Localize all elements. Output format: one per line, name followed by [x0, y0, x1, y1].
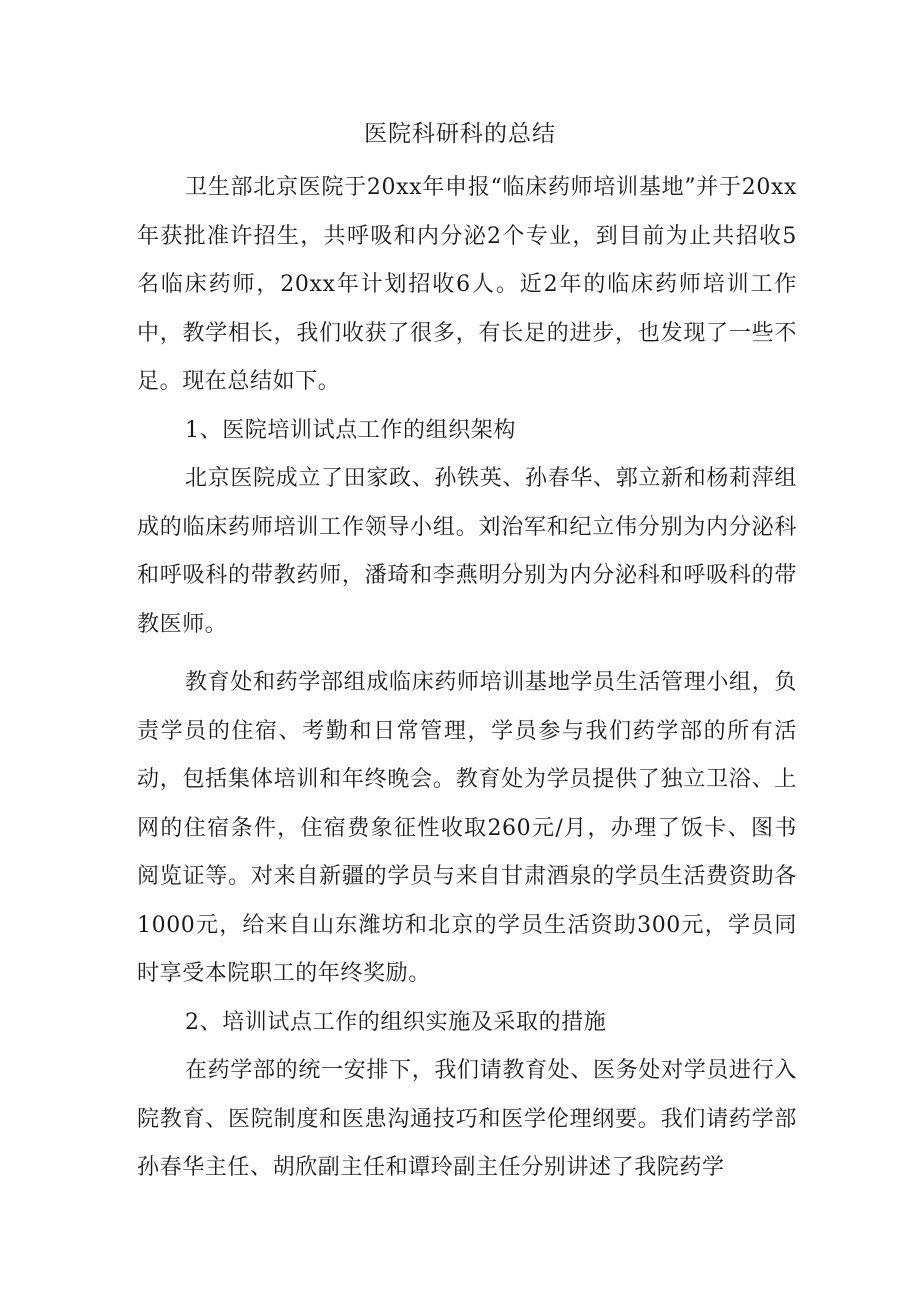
document-body — [137, 164, 797, 1193]
paragraph-implementation: 在药学部的统一安排下，我们请教育处、医务处对学员进行入院教育、医院制度和医患沟通技巧和医学伦理纲要。我们请药学部孙春华主任、胡欣副主任和谭玲副主任分别讲述了我院药学 — [137, 1058, 797, 1180]
section-heading-1: 1、医院培训试点工作的组织架构 — [185, 417, 516, 443]
paragraph-organization: 北京医院成立了田家政、孙铁英、孙春华、郭立新和杨莉萍组成的临床药师培训工作领导小组。刘治军和纪立伟分别为内分泌科和呼吸科的带教药师，潘琦和李燕明分别为内分泌科和呼吸科的带教医师。 — [137, 466, 797, 637]
paragraph-intro: 卫生部北京医院于20xx年申报“临床药师培训基地”并于20xx年获批准许招生，共呼吸和内分泌2个专业，到目前为止共招收5名临床药师，20xx年计划招收6人。近2年的临床药师培训工作中，教学相长，我们收获了很多，有长足的进步，也发现了一些不足。现在总结如下。 — [137, 175, 797, 394]
paragraph-student-management: 教育处和药学部组成临床药师培训基地学员生活管理小组，负责学员的住宿、考勤和日常管理，学员参与我们药学部的所有活动，包括集体培训和年终晚会。教育处为学员提供了独立卫浴、上网的住宿条件，住宿费象征性收取260元/月，办理了饭卡、图书阅览证等。对来自新疆的学员与来自甘肃酒泉的学员生活费资助各1000元，给来自山东潍坊和北京的学员生活资助300元，学员同时享受本院职工的年终奖励。 — [137, 670, 797, 986]
section-heading-2: 2、培训试点工作的组织实施及采取的措施 — [185, 1009, 607, 1035]
document-title: 医院科研科的总结 — [364, 121, 556, 147]
